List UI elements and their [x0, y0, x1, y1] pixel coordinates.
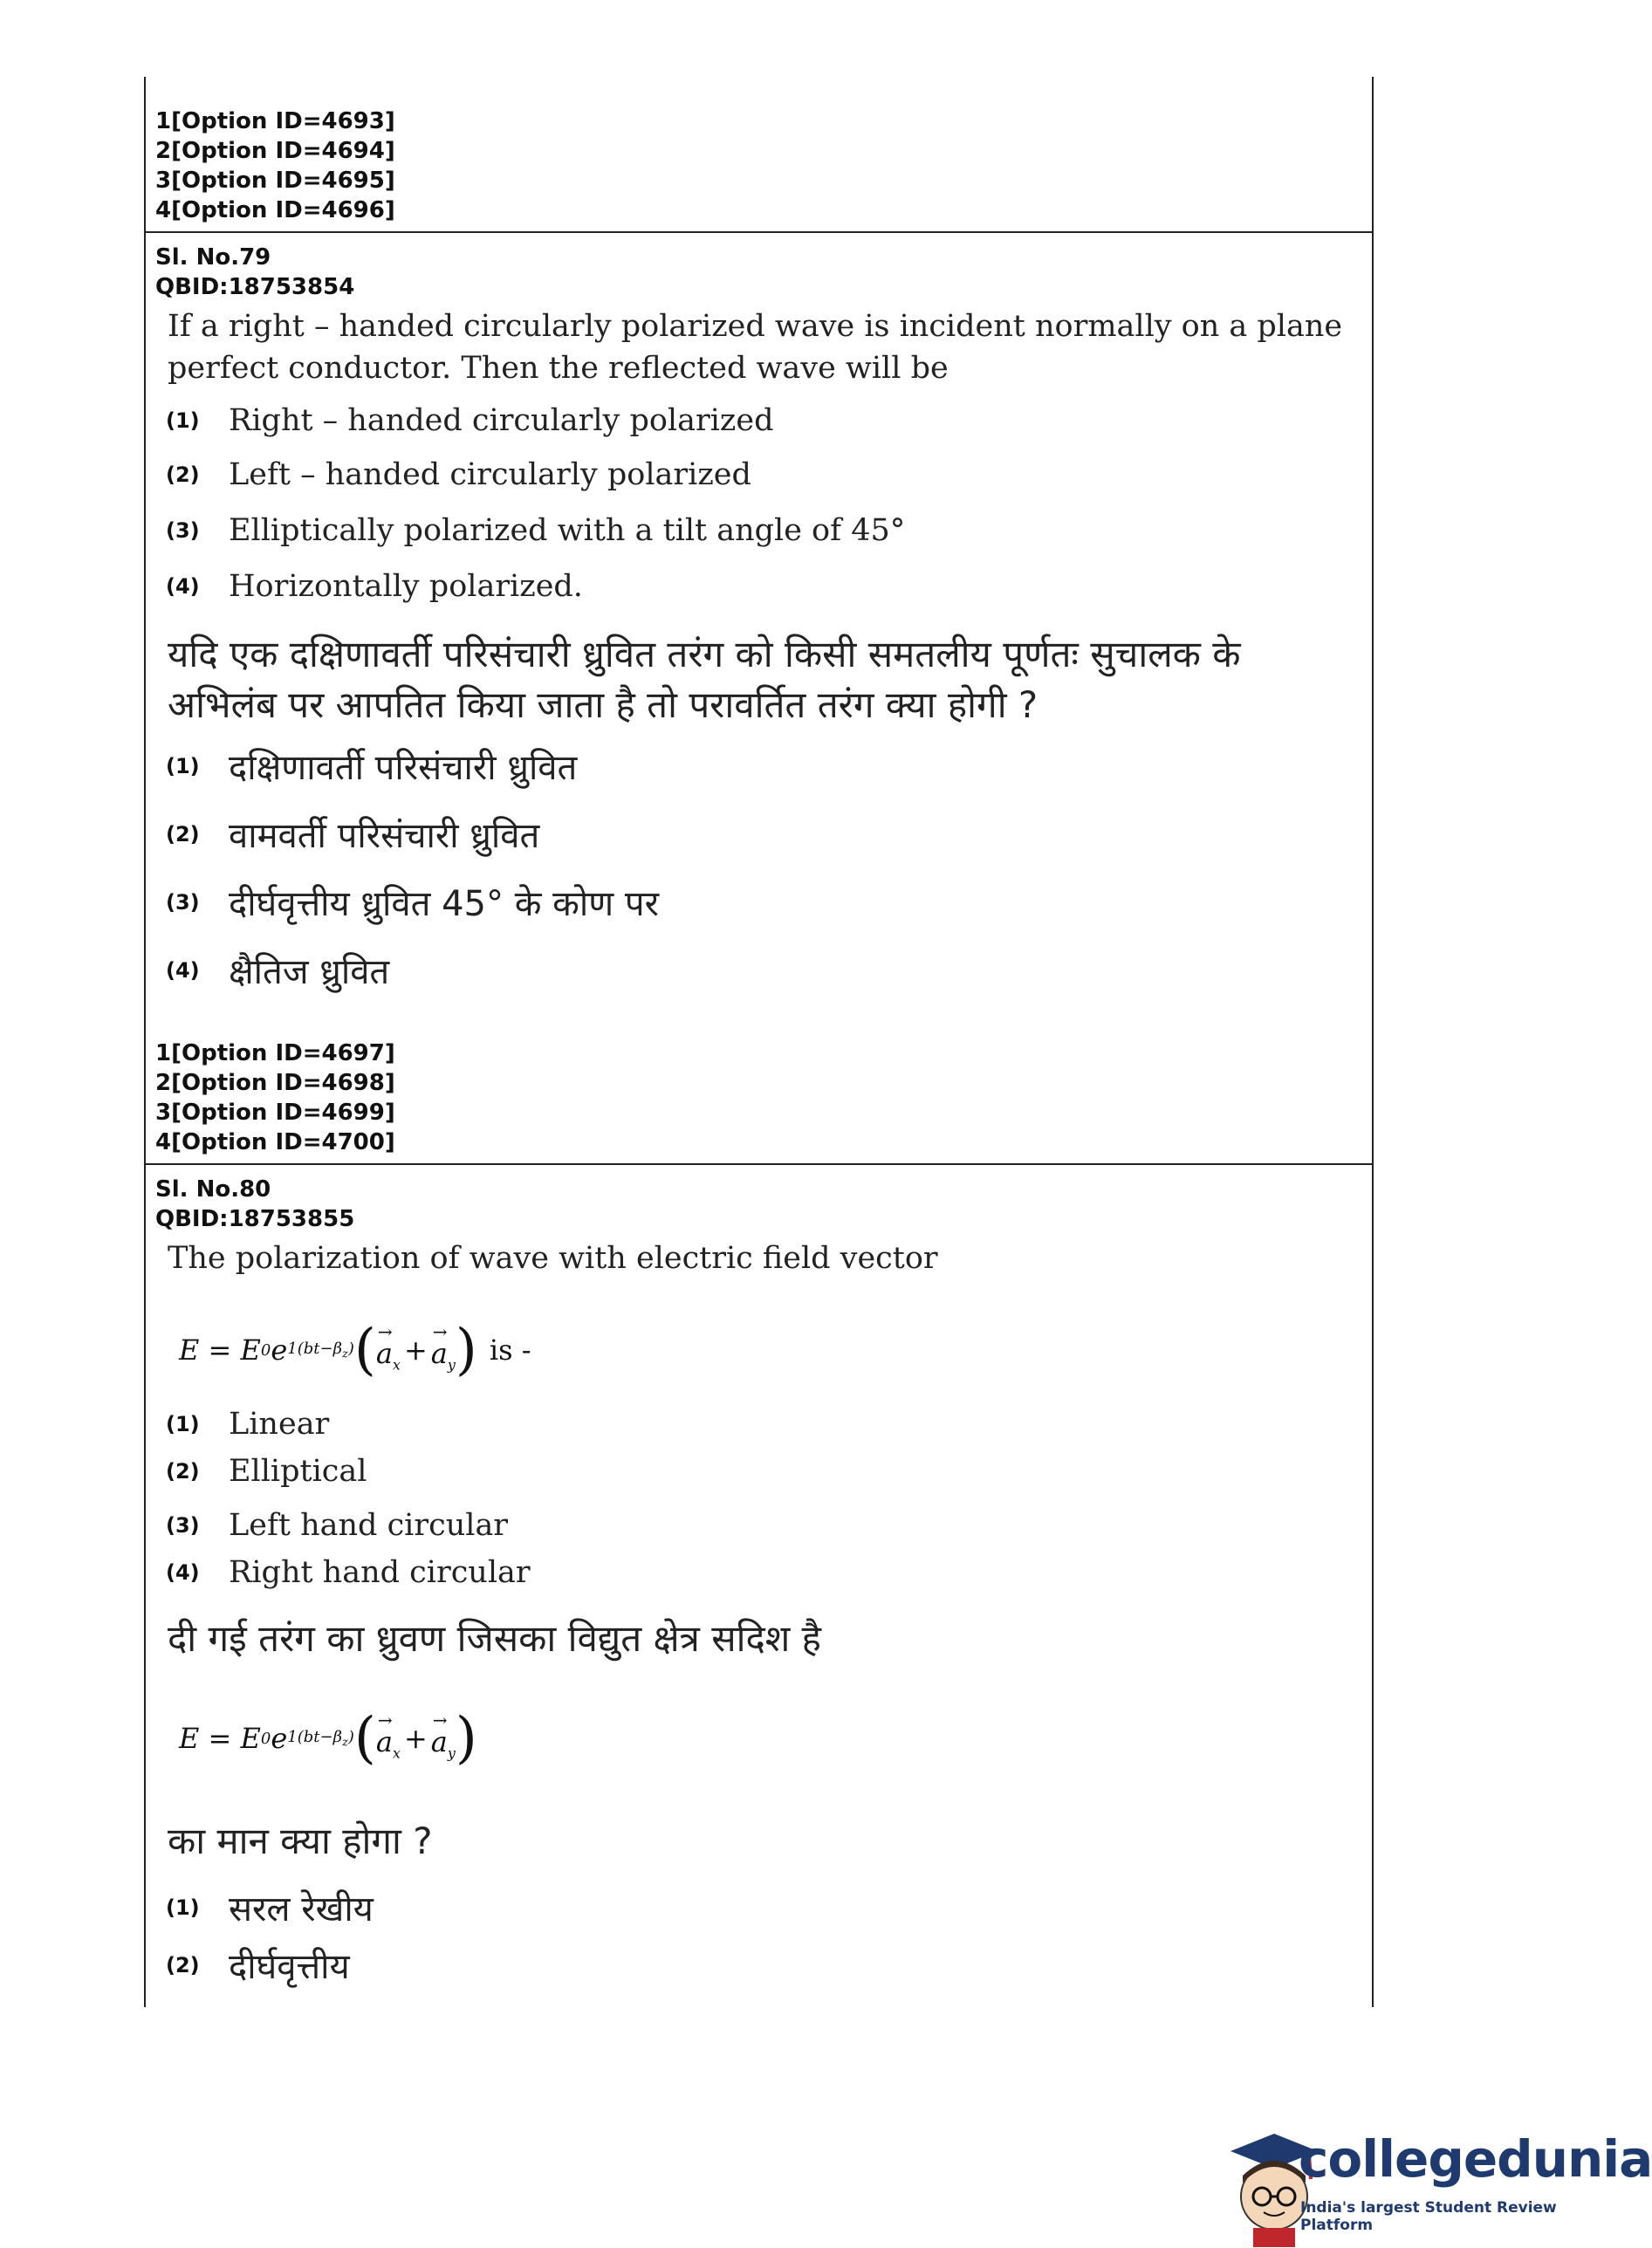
eq-exp-close: ) — [347, 1727, 354, 1746]
paren-open-icon: ( — [353, 1318, 376, 1382]
option-number: (2) — [166, 1952, 200, 1977]
option-id: 4[Option ID=4700] — [155, 1129, 395, 1155]
eq-plus: + — [403, 1722, 428, 1755]
eq-ax-sub: x — [392, 1744, 401, 1762]
paren-close-icon: ) — [455, 1318, 477, 1382]
option-text: वामवर्ती परिसंचारी ध्रुवित — [229, 816, 540, 856]
equation — [179, 1318, 531, 1382]
option-id: 3[Option ID=4695] — [155, 168, 395, 194]
qbid: QBID:18753854 — [155, 274, 355, 300]
eq-exp: 1(bt−β — [287, 1339, 342, 1358]
option-number: (1) — [166, 408, 200, 433]
question-text-en: The polarization of wave with electric field vector — [168, 1241, 938, 1276]
eq-sub: 0 — [260, 1340, 271, 1360]
option-text: दीर्घवृत्तीय — [229, 1947, 350, 1987]
vector-ax — [376, 1326, 401, 1373]
option-id: 3[Option ID=4699] — [155, 1100, 395, 1126]
eq-e: e — [271, 1333, 288, 1367]
vector-ay — [431, 1715, 456, 1761]
logo-tagline: India's largest Student Review Platform — [1300, 2199, 1557, 2234]
option-text: Linear — [229, 1407, 330, 1442]
serial-number: Sl. No.79 — [155, 244, 271, 271]
option-text: Elliptical — [229, 1454, 367, 1489]
option-number: (4) — [166, 574, 200, 599]
qbid: QBID:18753855 — [155, 1206, 355, 1232]
eq-sub: 0 — [260, 1729, 271, 1748]
eq-plus: + — [403, 1333, 428, 1367]
option-text: Elliptically polarized with a tilt angle of 45° — [229, 513, 906, 548]
eq-e: e — [271, 1722, 288, 1755]
eq-lhs: E = E — [179, 1722, 261, 1755]
option-hi — [166, 810, 539, 858]
option-number: (3) — [166, 518, 200, 543]
paren-close-icon: ) — [455, 1706, 477, 1771]
option-number: (2) — [166, 1459, 200, 1484]
option-text: Left – handed circularly polarized — [229, 457, 751, 492]
option-text: Right – handed circularly polarized — [229, 403, 774, 438]
option-en — [166, 1555, 531, 1590]
option-number: (4) — [166, 1560, 200, 1585]
question-text-hi: दी गई तरंग का ध्रुवण जिसका विद्युत क्षेत्र सदिश है — [168, 1617, 821, 1660]
option-text: Left hand circular — [229, 1508, 509, 1543]
option-hi — [166, 742, 577, 790]
option-text: Horizontally polarized. — [229, 569, 583, 604]
option-number: (2) — [166, 463, 200, 487]
option-id: 2[Option ID=4698] — [155, 1070, 395, 1096]
eq-suffix: is - — [489, 1333, 531, 1367]
option-number: (2) — [166, 821, 200, 846]
eq-ay: a — [430, 1337, 448, 1371]
eq-ax: a — [375, 1337, 393, 1371]
logo-wordmark: collegedunia — [1299, 2129, 1652, 2189]
option-hi — [166, 946, 389, 994]
question-text-hi: का मान क्या होगा ? — [168, 1820, 433, 1862]
paren-open-icon: ( — [353, 1706, 376, 1771]
option-en — [166, 1454, 367, 1489]
option-en — [166, 513, 905, 548]
option-id: 2[Option ID=4694] — [155, 138, 395, 164]
question-text-en: If a right – handed circularly polarized wave is incident normally on a plane — [168, 309, 1343, 344]
question-text-hi: यदि एक दक्षिणावर्ती परिसंचारी ध्रुवित तरंग को किसी समतलीय पूर्णतः सुचालक के — [168, 633, 1241, 675]
option-en — [166, 1407, 329, 1442]
divider — [144, 231, 1372, 233]
option-hi — [166, 1941, 350, 1989]
divider — [144, 1163, 1372, 1165]
option-number: (1) — [166, 1412, 200, 1436]
option-text: दीर्घवृत्तीय ध्रुवित 45° के कोण पर — [229, 884, 659, 924]
eq-ax-sub: x — [392, 1356, 401, 1374]
eq-exp-sub: z — [341, 1347, 348, 1361]
option-number: (3) — [166, 1513, 200, 1538]
question-text-en: perfect conductor. Then the reflected wave will be — [168, 351, 949, 386]
eq-exp-close: ) — [347, 1339, 354, 1358]
option-text: क्षैतिज ध्रुवित — [229, 952, 390, 992]
option-text: Right hand circular — [229, 1555, 531, 1590]
option-text: सरल रेखीय — [229, 1889, 374, 1929]
option-hi — [166, 1883, 374, 1931]
eq-ax: a — [375, 1725, 393, 1759]
option-number: (1) — [166, 753, 200, 778]
option-text: दक्षिणावर्ती परिसंचारी ध्रुवित — [229, 748, 578, 788]
option-en — [166, 403, 773, 438]
option-en — [166, 1508, 508, 1543]
option-hi — [166, 878, 659, 926]
eq-exp: 1(bt−β — [287, 1727, 342, 1746]
option-number: (3) — [166, 889, 200, 915]
eq-exp-sub: z — [341, 1736, 348, 1750]
option-id: 1[Option ID=4697] — [155, 1040, 395, 1066]
eq-lhs: E = E — [179, 1333, 261, 1367]
vector-ay — [431, 1326, 456, 1373]
serial-number: Sl. No.80 — [155, 1176, 271, 1203]
eq-ay-sub: y — [447, 1356, 456, 1374]
eq-ay: a — [430, 1725, 448, 1759]
option-en — [166, 569, 583, 604]
equation — [179, 1706, 477, 1771]
option-id: 1[Option ID=4693] — [155, 108, 395, 134]
option-number: (4) — [166, 957, 200, 983]
option-id: 4[Option ID=4696] — [155, 197, 395, 223]
option-number: (1) — [166, 1895, 200, 1920]
vector-ax — [376, 1715, 401, 1761]
eq-ay-sub: y — [447, 1744, 456, 1762]
question-text-hi: अभिलंब पर आपतित किया जाता है तो परावर्तित तरंग क्या होगी ? — [168, 683, 1038, 726]
option-en — [166, 457, 751, 492]
